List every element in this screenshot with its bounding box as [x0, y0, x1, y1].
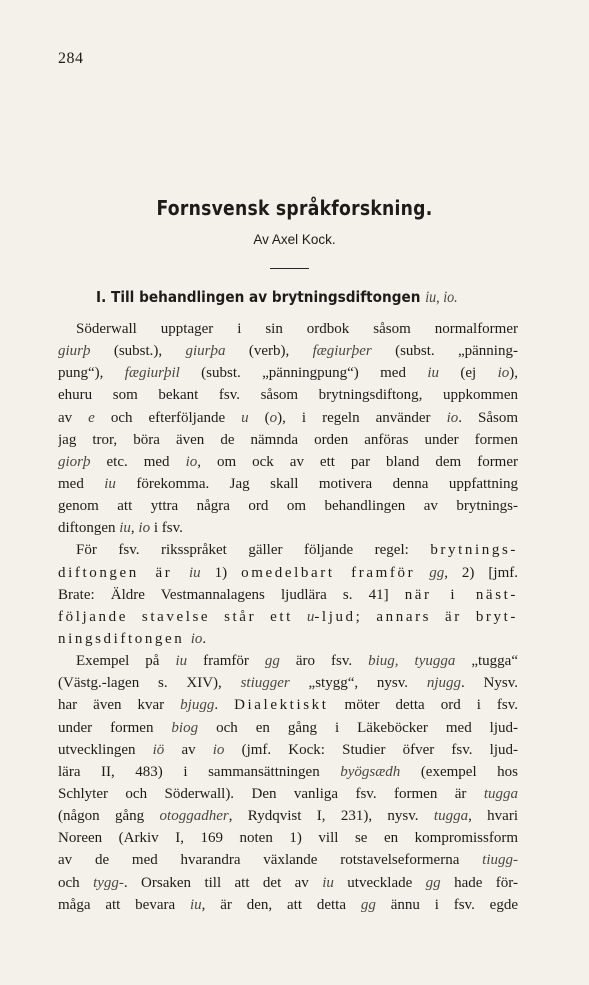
text-line — [58, 805, 518, 827]
text-run: . Nysv. — [461, 675, 518, 692]
text-run: av — [164, 741, 213, 758]
text-line — [58, 495, 518, 517]
text-line — [58, 717, 518, 739]
article-title: Fornsvensk språkforskning. — [156, 196, 433, 220]
italic-term: giurþa — [185, 343, 226, 360]
text-run: äro fsv. — [279, 653, 369, 670]
text-run: genom att yttra några ord om behandlingen av brytnings- — [58, 498, 518, 515]
italic-term: iu — [322, 874, 334, 891]
text-run: utvecklade — [333, 874, 426, 891]
text-run: , om ock av ett par bland dem former — [197, 453, 518, 470]
italic-term: fægiurþer — [312, 343, 372, 360]
text-line — [58, 584, 518, 606]
text-run: . — [202, 630, 207, 647]
italic-term: fægiurþil — [124, 365, 180, 382]
text-line — [58, 606, 518, 628]
text-run: (verb), — [225, 343, 313, 360]
italic-term: u — [241, 409, 249, 426]
text-run: brytnings- — [430, 542, 518, 559]
italic-term: iu — [104, 475, 116, 492]
text-run: under formen — [58, 719, 172, 736]
italic-term: tygg- — [93, 874, 124, 891]
italic-term: biog — [171, 719, 199, 736]
italic-term: gg — [264, 653, 280, 670]
text-run: ( — [248, 409, 270, 426]
text-line — [58, 362, 518, 384]
text-line — [58, 539, 518, 561]
italic-term: bjugg — [180, 697, 215, 714]
text-run: har även kvar — [58, 697, 181, 714]
text-line — [58, 783, 518, 805]
text-run: 1) — [200, 564, 242, 581]
text-line — [58, 894, 518, 916]
text-run: „stygg“, nysv. — [289, 675, 427, 692]
text-run: . Såsom — [458, 409, 518, 426]
text-run: , Rydqvist I, 231), nysv. — [228, 808, 434, 825]
text-run: och — [58, 874, 94, 891]
text-run: , 2) [jmf. — [444, 564, 518, 581]
italic-term: gg — [360, 896, 376, 913]
text-run: (jmf. Kock: Studier öfver fsv. ljud- — [224, 741, 518, 758]
text-run: För fsv. riksspråket gäller följande regel: — [76, 542, 431, 559]
italic-term: io — [497, 365, 510, 382]
text-run: Söderwall upptager i sin ordbok såsom normalformer — [76, 321, 518, 337]
text-run: omedelbart framför — [241, 564, 416, 581]
text-run: Dialektiskt — [234, 697, 329, 714]
text-run: (subst. „pänning- — [371, 343, 518, 360]
text-run: ), — [509, 365, 518, 382]
text-run: ningsdiftongen — [58, 630, 191, 647]
text-line — [58, 429, 518, 451]
text-run: möter detta ord i fsv. — [328, 697, 518, 714]
text-run — [415, 565, 429, 581]
text-run: och efterföljande — [94, 409, 242, 426]
text-run: , hvari — [468, 808, 518, 825]
italic-term: u — [306, 608, 315, 625]
italic-term: e — [88, 409, 95, 426]
text-run: (subst.), — [90, 343, 186, 360]
text-line — [58, 318, 518, 340]
text-run: följande stavelse står ett — [58, 608, 307, 625]
text-run: och en gång i Läkeböcker med ljud- — [198, 719, 518, 736]
text-line — [58, 672, 518, 694]
text-line — [58, 827, 518, 849]
text-run: måga att bevara — [58, 896, 190, 913]
text-run: diftongen är — [58, 564, 189, 581]
section-number: I. — [96, 288, 107, 306]
italic-term: io — [446, 409, 459, 426]
text-line — [58, 650, 518, 672]
text-line — [58, 517, 518, 539]
text-line — [58, 451, 518, 473]
text-line — [58, 407, 518, 429]
italic-term: gg — [429, 564, 445, 581]
text-run: , är den, att detta — [201, 896, 361, 913]
italic-term: byögsædh — [340, 763, 401, 780]
text-run: . Orsaken till att det av — [123, 874, 323, 891]
section-heading-text: Till behandlingen av brytningsdiftongen — [111, 288, 421, 306]
italic-term: iu — [188, 564, 201, 581]
text-run: hade för- — [440, 874, 518, 891]
text-run: i fsv. — [150, 520, 183, 537]
body-text — [58, 318, 518, 916]
italic-term: io — [190, 630, 203, 647]
author-byline: Av Axel Kock. — [253, 232, 336, 247]
italic-term: biug, tyugga — [368, 653, 456, 670]
text-run: ännu i fsv. egde — [375, 896, 518, 913]
italic-term: io — [212, 741, 225, 758]
text-run: (Västg.-lagen s. XIV), — [58, 675, 241, 692]
text-run: (exempel hos — [400, 763, 518, 780]
text-run: ehuru som bekant fsv. såsom brytningsdiftong, uppkommen — [58, 387, 518, 404]
text-line — [58, 872, 518, 894]
italic-term: njugg — [426, 675, 461, 692]
italic-term: iu — [175, 653, 188, 670]
text-run: med — [58, 475, 105, 492]
section-heading-italic: iu, io. — [425, 289, 458, 306]
italic-term: o — [269, 409, 278, 426]
italic-term: iu — [427, 365, 439, 382]
italic-term: tiugg- — [482, 852, 518, 869]
text-run: ), i regeln använder — [277, 409, 447, 426]
text-line — [58, 761, 518, 783]
text-line — [58, 849, 518, 871]
text-run: „tugga“ — [455, 653, 518, 670]
italic-term: io — [138, 520, 151, 537]
text-run: -ljud; annars är bryt- — [314, 608, 518, 625]
italic-term: otoggadher — [159, 808, 229, 825]
italic-term: iö — [152, 741, 165, 758]
text-run: av — [58, 409, 89, 426]
text-run: utvecklingen — [58, 741, 153, 758]
text-line — [58, 694, 518, 716]
italic-term: stiugger — [240, 675, 290, 692]
text-line — [58, 340, 518, 362]
text-run: . — [214, 697, 235, 714]
text-run: (ej — [439, 365, 498, 382]
text-run: (subst. „pänningpung“) med — [179, 365, 428, 382]
italic-term: iu — [119, 520, 131, 537]
text-run: förekomma. Jag skall motivera denna uppfattning — [115, 475, 518, 492]
text-line — [58, 628, 518, 650]
italic-term: tugga — [483, 785, 518, 802]
italic-term: gg — [425, 874, 441, 891]
text-run: lära II, 483) i sammansättningen — [58, 763, 341, 780]
text-run: Noreen (Arkiv I, 169 noten 1) vill se en kompromissform — [58, 830, 518, 847]
text-line — [58, 473, 518, 495]
text-run: Exempel på — [76, 653, 176, 670]
text-run: (någon gång — [58, 808, 160, 825]
text-line — [58, 739, 518, 761]
italic-term: giurþ — [58, 343, 91, 360]
text-run: av de med hvarandra växlande rotstavelseformerna — [58, 852, 483, 869]
text-run: framför — [187, 653, 265, 670]
text-run: Brate: Äldre Vestmannalagens ljudlära s. 41] — [58, 586, 405, 603]
text-run: pung“), — [58, 365, 125, 382]
text-line — [58, 562, 518, 584]
italic-term: giorþ — [58, 453, 91, 470]
text-run: Schlyter och Söderwall). Den vanliga fsv. formen är — [58, 785, 484, 802]
text-run: diftongen — [58, 520, 120, 537]
text-run: , — [130, 520, 139, 537]
text-run: när i näst- — [404, 586, 518, 603]
text-line — [58, 384, 518, 406]
text-run: etc. med — [90, 453, 186, 470]
title-divider — [270, 268, 309, 269]
page-number: 284 — [58, 50, 84, 67]
italic-term: iu — [189, 896, 202, 913]
italic-term: io — [185, 453, 198, 470]
italic-term: tugga — [433, 808, 469, 825]
text-run: jag tror, böra även de nämnda orden anföras under formen — [58, 431, 518, 448]
section-heading — [96, 288, 458, 307]
